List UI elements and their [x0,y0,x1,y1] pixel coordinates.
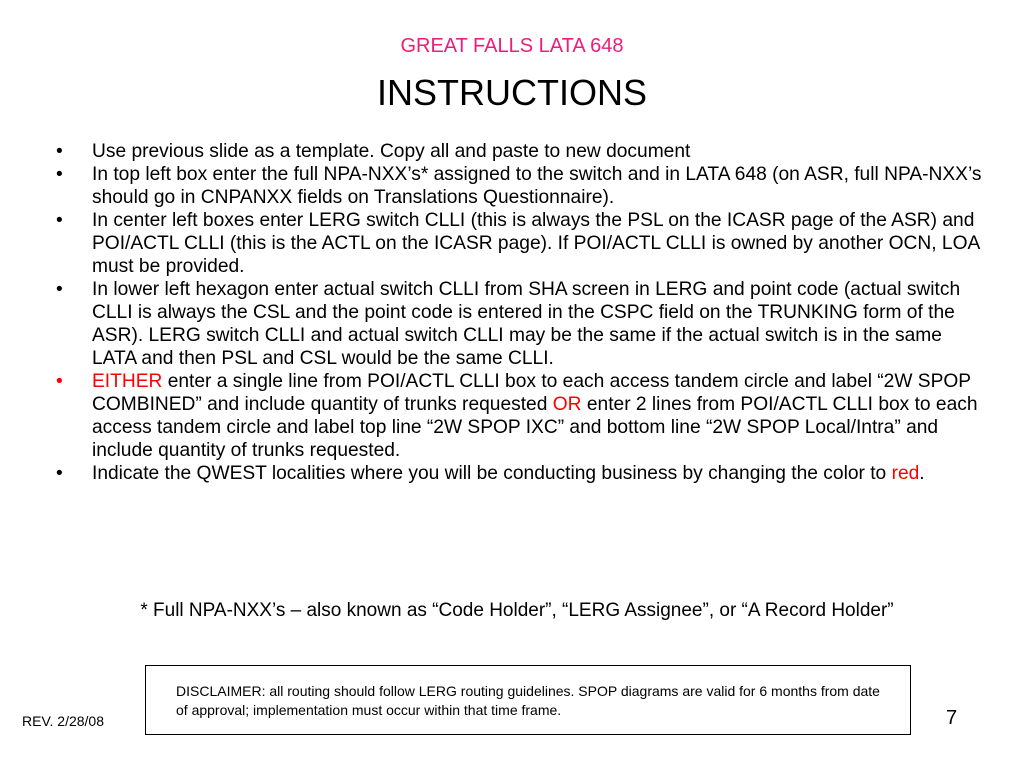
red-word: red [891,463,920,484]
instruction-list [56,140,986,485]
or-label: OR [552,394,582,415]
bullet-icon: • [56,279,63,300]
bullet-icon: • [56,164,63,185]
list-item-text: enter 2 lines from POI/ACTL CLLI box to each access tandem circle and label top line “2W SPOP IXC” and bottom line “2W SPOP Local/Intra” and include quantity of trunks requested. [92,394,978,461]
disclaimer-text: DISCLAIMER: all routing should follow LERG routing guidelines. SPOP diagrams are valid for 6 months from date of approval; implementation must occur within that time frame. [176,683,880,718]
page-title: INSTRUCTIONS [377,72,647,113]
list-item [56,462,986,485]
header-title: GREAT FALLS LATA 648 [400,35,624,57]
list-item-text: Indicate the QWEST localities where you will be conducting business by changing the color to [92,463,892,484]
list-item-text: Use previous slide as a template. Copy all and paste to new document [92,141,691,162]
list-item [56,209,986,278]
bullet-icon: • [56,463,63,484]
list-item [56,370,986,462]
footnote: * Full NPA-NXX’s – also known as “Code Holder”, “LERG Assignee”, or “A Record Holder” [140,600,894,621]
list-item-text: In lower left hexagon enter actual switch CLLI from SHA screen in LERG and point code (actual switch CLLI is always the CSL and the point code is entered in the CSPC field on the TRUNKING form of the ASR). LERG switch CLLI and actual switch CLLI may be the same if the actual switch is in the same LATA and then PSL and CSL would be the same CLLI. [92,279,961,369]
bullet-icon: • [56,371,63,392]
revision-label: REV. 2/28/08 [22,713,104,729]
list-item-text: . [919,463,925,484]
list-item [56,278,986,370]
list-item [56,163,986,209]
list-item [56,140,986,163]
bullet-icon: • [56,210,63,231]
bullet-icon: • [56,141,63,162]
page-number: 7 [946,707,958,729]
list-item-text: In top left box enter the full NPA-NXX’s* assigned to the switch and in LATA 648 (on ASR, full NPA-NXX’s should go in CNPANXX fields on Translations Questionnaire). [92,164,982,208]
list-item-text: enter a single line from POI/ACTL CLLI box to each access tandem circle and label “2W SPOP COMBINED” and include quantity of trunks requested [92,371,971,415]
list-item-text: In center left boxes enter LERG switch CLLI (this is always the PSL on the ICASR page of the ASR) and POI/ACTL CLLI (this is the ACTL on the ICASR page). If POI/ACTL CLLI is owned by another OCN, LOA must be provided. [92,210,980,277]
disclaimer-box [145,665,911,735]
either-label: EITHER [92,371,163,392]
